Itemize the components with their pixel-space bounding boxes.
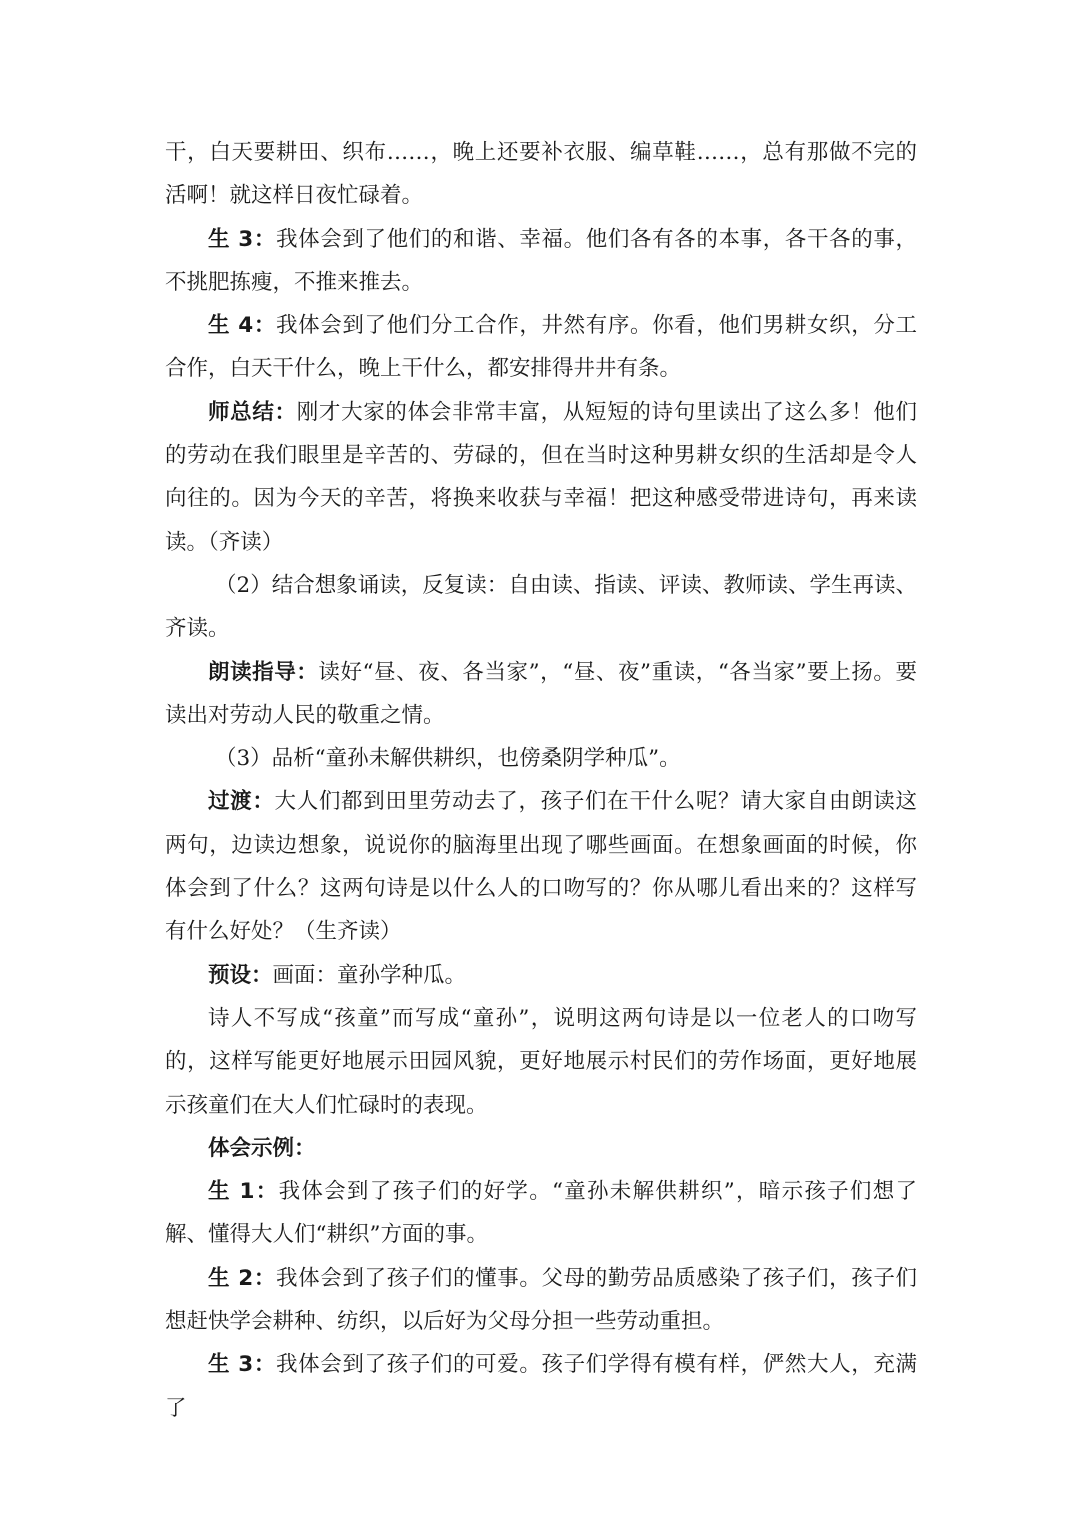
paragraph-poet-explanation [165, 997, 917, 1127]
paragraph-text: 大人们都到田里劳动去了，孩子们在干什么呢？请大家自由朗读这两句，边读边想象，说说你的脑海里出现了哪些画面。在想象画面的时候，你体会到了什么？这两句诗是以什么人的口吻写的？你从哪儿看出来的？这样写有什么好处？（生齐读） [165, 789, 917, 945]
paragraph-student-2 [165, 1257, 917, 1344]
paragraph-preset [165, 954, 917, 997]
speaker-label: 过渡： [208, 789, 275, 815]
speaker-label: 师总结： [208, 399, 297, 425]
paragraph-text: 我体会到了孩子们的懂事。父母的勤劳品质感染了孩子们，孩子们想赶快学会耕种、纺织，以后好为父母分担一些劳动重担。 [165, 1265, 917, 1335]
speaker-label: 生 3： [208, 1352, 276, 1378]
paragraph-text: 我体会到了他们的和谐、幸福。他们各有各的本事，各干各的事，不挑肥拣瘦，不推来推去。 [165, 226, 917, 295]
paragraph-student-3-children [165, 1343, 917, 1430]
paragraph-text: 读好“昼、夜、各当家”，“昼、夜”重读，“各当家”要上扬。要读出对劳动人民的敬重之情。 [165, 659, 917, 728]
paragraph-teacher-summary [165, 391, 917, 564]
paragraph-text: 刚才大家的体会非常丰富，从短短的诗句里读出了这么多！他们的劳动在我们眼里是辛苦的、劳碌的，但在当时这种男耕女织的生活却是令人向往的。因为今天的辛苦，将换来收获与幸福！把这种感受带进诗句，再来读读。（齐读） [165, 399, 917, 555]
paragraph-continuation [165, 131, 917, 218]
speaker-label: 朗读指导： [208, 659, 319, 685]
speaker-label: 预设： [208, 962, 273, 988]
paragraph-text: 干，白天要耕田、织布……，晚上还要补衣服、编草鞋……，总有那做不完的活啊！就这样日夜忙碌着。 [165, 140, 917, 209]
speaker-label: 生 4： [208, 313, 276, 339]
paragraph-text: 我体会到了他们分工合作，井然有序。你看，他们男耕女织，分工合作，白天干什么，晚上干什么，都安排得井井有条。 [165, 313, 917, 382]
document-page [165, 131, 917, 1430]
paragraph-step-2 [165, 564, 917, 651]
speaker-label: 生 1： [208, 1179, 279, 1205]
section-heading: 体会示例： [208, 1135, 316, 1161]
paragraph-text: 画面：童孙学种瓜。 [272, 962, 467, 988]
paragraph-transition [165, 780, 917, 953]
speaker-label: 生 2： [208, 1265, 276, 1291]
paragraph-student-3 [165, 218, 917, 305]
paragraph-examples-heading [165, 1127, 917, 1170]
paragraph-text: 我体会到了孩子们的可爱。孩子们学得有模有样，俨然大人，充满了 [165, 1352, 917, 1421]
paragraph-student-1 [165, 1170, 917, 1257]
paragraph-text: 我体会到了孩子们的好学。“童孙未解供耕织”，暗示孩子们想了解、懂得大人们“耕织”方面的事。 [165, 1179, 917, 1248]
paragraph-step-3 [165, 737, 917, 780]
paragraph-text: 诗人不写成“孩童”而写成“童孙”，说明这两句诗是以一位老人的口吻写的，这样写能更好地展示田园风貌，更好地展示村民们的劳作场面，更好地展示孩童们在大人们忙碌时的表现。 [165, 1005, 917, 1118]
paragraph-reading-guide [165, 651, 917, 738]
paragraph-text: （3）品析“童孙未解供耕织，也傍桑阴学种瓜”。 [215, 746, 681, 772]
paragraph-student-4 [165, 304, 917, 391]
speaker-label: 生 3： [208, 226, 276, 252]
paragraph-text: （2）结合想象诵读，反复读：自由读、指读、评读、教师读、学生再读、齐读。 [165, 572, 917, 642]
